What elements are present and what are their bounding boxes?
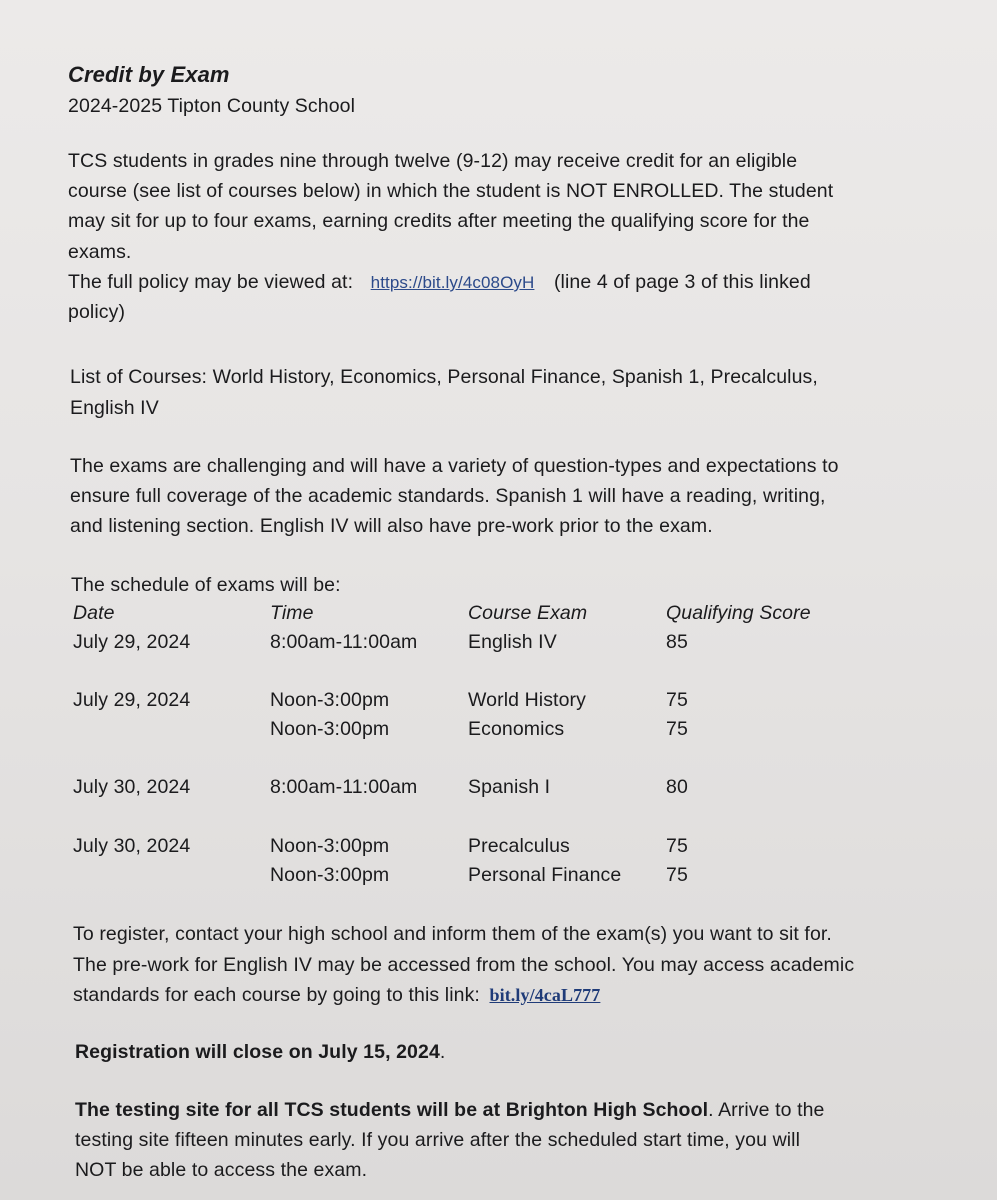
row-4-score: 80 <box>666 776 688 798</box>
exams-info-line-2: ensure full coverage of the academic standards. Spanish 1 will have a reading, writing, <box>70 485 826 507</box>
row-1-score: 85 <box>666 631 688 653</box>
row-4-date: July 30, 2024 <box>73 776 191 798</box>
header-date: Date <box>73 602 115 624</box>
row-1-course: English IV <box>468 631 557 653</box>
row-3-time: Noon-3:00pm <box>270 718 390 740</box>
row-5-time: Noon-3:00pm <box>270 835 390 857</box>
policy-line <box>68 268 811 297</box>
registration-deadline <box>75 1038 445 1067</box>
standards-link[interactable]: bit.ly/4caL777 <box>489 985 601 1005</box>
row-5-score: 75 <box>666 835 688 857</box>
row-2-course: World History <box>468 689 586 711</box>
row-1-date: July 29, 2024 <box>73 631 191 653</box>
row-6-score: 75 <box>666 864 688 886</box>
registration-deadline-end: . <box>439 1041 446 1063</box>
intro-line-1: TCS students in grades nine through twelve (9-12) may receive credit for an eligible <box>68 150 798 172</box>
policy-prefix: The full policy may be viewed at: <box>68 271 354 293</box>
doc-subtitle: 2024-2025 Tipton County School <box>68 95 356 117</box>
row-5-date: July 30, 2024 <box>73 835 191 857</box>
row-3-course: Economics <box>468 718 565 740</box>
courses-line-2: English IV <box>70 397 159 419</box>
header-time: Time <box>270 602 314 624</box>
registration-deadline-bold: Registration will close on July 15, 2024 <box>75 1041 440 1063</box>
policy-line-2: policy) <box>68 301 126 323</box>
register-line-2: The pre-work for English IV may be accessed from the school. You may access academic <box>73 954 855 976</box>
doc-title: Credit by Exam <box>68 62 230 87</box>
row-2-time: Noon-3:00pm <box>270 689 390 711</box>
testing-site-bold: The testing site for all TCS students will be at Brighton High School <box>75 1099 709 1121</box>
intro-line-3: may sit for up to four exams, earning credits after meeting the qualifying score for the <box>68 210 810 232</box>
row-2-date: July 29, 2024 <box>73 689 191 711</box>
intro-line-2: course (see list of courses below) in which the student is NOT ENROLLED. The student <box>68 180 834 202</box>
row-4-course: Spanish I <box>468 776 551 798</box>
courses-line-1: List of Courses: World History, Economics, Personal Finance, Spanish 1, Precalculus, <box>70 366 818 388</box>
row-5-course: Precalculus <box>468 835 570 857</box>
row-6-course: Personal Finance <box>468 864 622 886</box>
row-1-time: 8:00am-11:00am <box>270 631 418 653</box>
register-line-1: To register, contact your high school and inform them of the exam(s) you want to sit for. <box>73 923 832 945</box>
row-6-time: Noon-3:00pm <box>270 864 390 886</box>
policy-suffix: (line 4 of page 3 of this linked <box>553 271 811 293</box>
testing-site-line-1 <box>75 1096 825 1125</box>
row-3-score: 75 <box>666 718 688 740</box>
header-course: Course Exam <box>468 602 588 624</box>
intro-line-4: exams. <box>68 241 132 263</box>
row-2-score: 75 <box>666 689 688 711</box>
policy-link[interactable]: https://bit.ly/4c08OyH <box>370 273 535 292</box>
testing-site-rest: . Arrive to the <box>708 1099 825 1121</box>
testing-site-line-3: NOT be able to access the exam. <box>75 1159 368 1181</box>
header-score: Qualifying Score <box>666 602 811 624</box>
register-line-3 <box>73 981 600 1010</box>
register-line-3-prefix: standards for each course by going to this link: <box>73 984 480 1006</box>
row-4-time: 8:00am-11:00am <box>270 776 418 798</box>
schedule-intro: The schedule of exams will be: <box>71 574 341 596</box>
exams-info-line-3: and listening section. English IV will also have pre-work prior to the exam. <box>70 515 713 537</box>
testing-site-line-2: testing site fifteen minutes early. If you arrive after the scheduled start time, you will <box>75 1129 801 1151</box>
exams-info-line-1: The exams are challenging and will have a variety of question-types and expectations to <box>70 455 839 477</box>
